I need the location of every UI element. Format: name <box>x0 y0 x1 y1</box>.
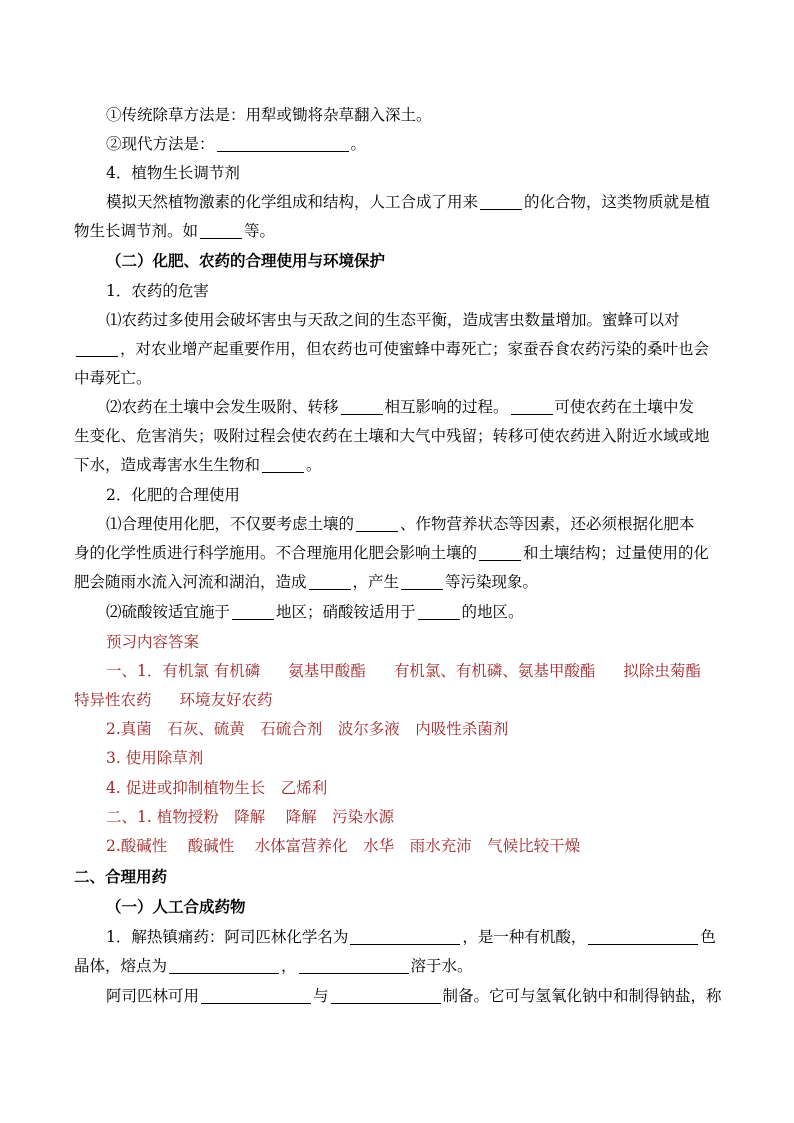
subsection-heading <box>106 896 246 918</box>
text-segment: 可使农药在土壤中发 <box>554 398 695 416</box>
text-segment: 溶于水。 <box>410 957 473 975</box>
text-line <box>106 191 710 213</box>
text-line <box>74 542 709 564</box>
text-segment: 的地区。 <box>461 603 524 621</box>
fill-in-blank <box>418 604 460 621</box>
fill-in-blank <box>588 929 698 946</box>
answer-key-title <box>106 631 199 653</box>
answer-line <box>106 777 327 799</box>
text-segment: 1．解热镇痛药：阿司匹林化学名为 <box>106 928 349 946</box>
fill-in-blank <box>356 516 398 533</box>
text-segment: 2.酸碱性 酸碱性 水体富营养化 水华 雨水充沛 气候比较干燥 <box>106 837 581 855</box>
text-segment: ，是一种有机酸， <box>462 928 587 946</box>
section-title <box>106 280 209 302</box>
text-line <box>106 601 524 623</box>
text-segment: 物生长调节剂。如 <box>74 222 199 240</box>
text-line <box>74 454 322 476</box>
answer-line <box>106 718 508 740</box>
section-heading <box>74 866 167 888</box>
text-segment: 、作物营养状态等因素，还必须根据化肥本 <box>400 515 695 533</box>
text-line <box>106 396 694 418</box>
text-segment: 。 <box>306 456 322 474</box>
fill-in-blank <box>76 341 118 358</box>
text-segment: ②现代方法是： <box>106 135 215 153</box>
text-segment: 有机氯、有机磷、氨基甲酸酯 <box>393 662 596 680</box>
fill-in-blank <box>350 929 460 946</box>
text-segment: 色 <box>700 928 716 946</box>
text-segment: 环境友好农药 <box>179 691 273 709</box>
fill-in-blank <box>232 604 274 621</box>
text-segment: ⑵农药在土壤中会发生吸附、转移 <box>106 398 339 416</box>
text-line <box>74 571 538 593</box>
text-segment: （一）人工合成药物 <box>106 897 246 916</box>
subsection-heading <box>106 250 385 272</box>
text-segment: 晶体，熔点为 <box>74 957 168 975</box>
text-segment: 2.真菌 石灰、硫黄 石硫合剂 波尔多液 内吸性杀菌剂 <box>106 720 509 738</box>
fill-in-blank <box>262 457 304 474</box>
fill-in-blank <box>331 988 441 1005</box>
text-segment: 地区；硝酸铵适用于 <box>276 603 416 621</box>
text-segment: 预习内容答案 <box>106 633 200 651</box>
text-segment: 下水，造成毒害水生生物和 <box>74 456 261 474</box>
text-segment: 中毒死亡。 <box>74 369 152 387</box>
text-segment: 生变化、危害消失；吸附过程会使农药在土壤和大气中残留；转移可使农药进入附近水域或地 <box>74 427 710 445</box>
text-line <box>106 513 695 535</box>
text-segment: 。 <box>350 135 367 153</box>
fill-in-blank <box>299 958 409 975</box>
text-segment: （二）化肥、农药的合理使用与环境保护 <box>106 251 386 270</box>
answer-line <box>106 660 701 682</box>
fill-in-blank <box>341 399 383 416</box>
text-segment: ，对农业增产起重要作用，但农药也可使蜜蜂中毒死亡；家蚕吞食农药污染的桑叶也会 <box>120 340 710 358</box>
answer-line <box>106 835 580 857</box>
text-line <box>106 133 366 155</box>
text-segment: ，产生 <box>352 573 400 591</box>
text-segment: 与 <box>313 987 329 1005</box>
text-segment: 身的化学性质进行科学施用。不合理施用化肥会影响土壤的 <box>74 544 478 562</box>
text-line <box>74 338 709 360</box>
text-segment: ， <box>281 957 297 975</box>
fill-in-blank <box>480 194 522 211</box>
text-segment: 特异性农药 <box>74 691 152 709</box>
fill-in-blank <box>401 574 443 591</box>
text-line <box>106 985 722 1007</box>
text-segment: 等。 <box>244 222 276 240</box>
text-line <box>106 926 716 948</box>
text-segment: 4. 促进或抑制植物生长 乙烯利 <box>106 779 328 797</box>
answer-line <box>106 806 394 828</box>
text-segment: ①传统除草方法是：用犁或锄将杂草翻入深土。 <box>106 106 432 124</box>
text-segment: 1．农药的危害 <box>106 282 209 300</box>
text-segment: 2．化肥的合理使用 <box>106 486 240 504</box>
text-segment: 拟除虫菊酯 <box>623 662 701 680</box>
fill-in-blank <box>511 399 553 416</box>
answer-line <box>106 747 203 769</box>
fill-in-blank <box>201 988 311 1005</box>
text-segment: 等污染现象。 <box>445 573 539 591</box>
text-line <box>74 367 152 389</box>
text-segment: 和土壤结构；过量使用的化 <box>523 544 710 562</box>
text-line <box>74 425 710 447</box>
fill-in-blank <box>479 545 521 562</box>
text-segment: 制备。它可与氢氧化钠中和制得钠盐，称 <box>442 987 722 1005</box>
text-line <box>106 104 432 126</box>
text-line <box>74 220 275 242</box>
text-segment: 肥会随雨水流入河流和湖泊，造成 <box>74 573 307 591</box>
text-segment: 相互影响的过程。 <box>384 398 509 416</box>
text-segment: 二、合理用药 <box>74 867 168 886</box>
text-segment: 模拟天然植物激素的化学组成和结构，人工合成了用来 <box>106 193 479 211</box>
text-segment: ⑴农药过多使用会破坏害虫与天敌之间的生态平衡，造成害虫数量增加。蜜蜂可以对 <box>106 311 680 329</box>
text-segment: ⑴合理使用化肥，不仅要考虑土壤的 <box>106 515 355 533</box>
text-segment: ⑵硫酸铵适宜施于 <box>106 603 231 621</box>
text-segment: 氨基甲酸酯 <box>288 662 366 680</box>
section-title <box>106 484 240 506</box>
text-segment: 3. 使用除草剂 <box>106 749 204 767</box>
section-title <box>106 162 240 184</box>
text-segment: 一、1．有机氯 有机磷 <box>106 662 261 680</box>
fill-in-blank <box>169 958 279 975</box>
fill-in-blank <box>200 223 242 240</box>
text-segment: 的化合物，这类物质就是植 <box>524 193 711 211</box>
text-segment: 阿司匹林可用 <box>106 987 200 1005</box>
text-line <box>74 955 473 977</box>
text-line <box>106 309 680 331</box>
text-segment: 4．植物生长调节剂 <box>106 164 240 182</box>
fill-in-blank <box>217 136 349 153</box>
fill-in-blank <box>309 574 351 591</box>
text-segment: 二、1. 植物授粉 降解 降解 污染水源 <box>106 808 395 826</box>
answer-line <box>74 689 273 711</box>
